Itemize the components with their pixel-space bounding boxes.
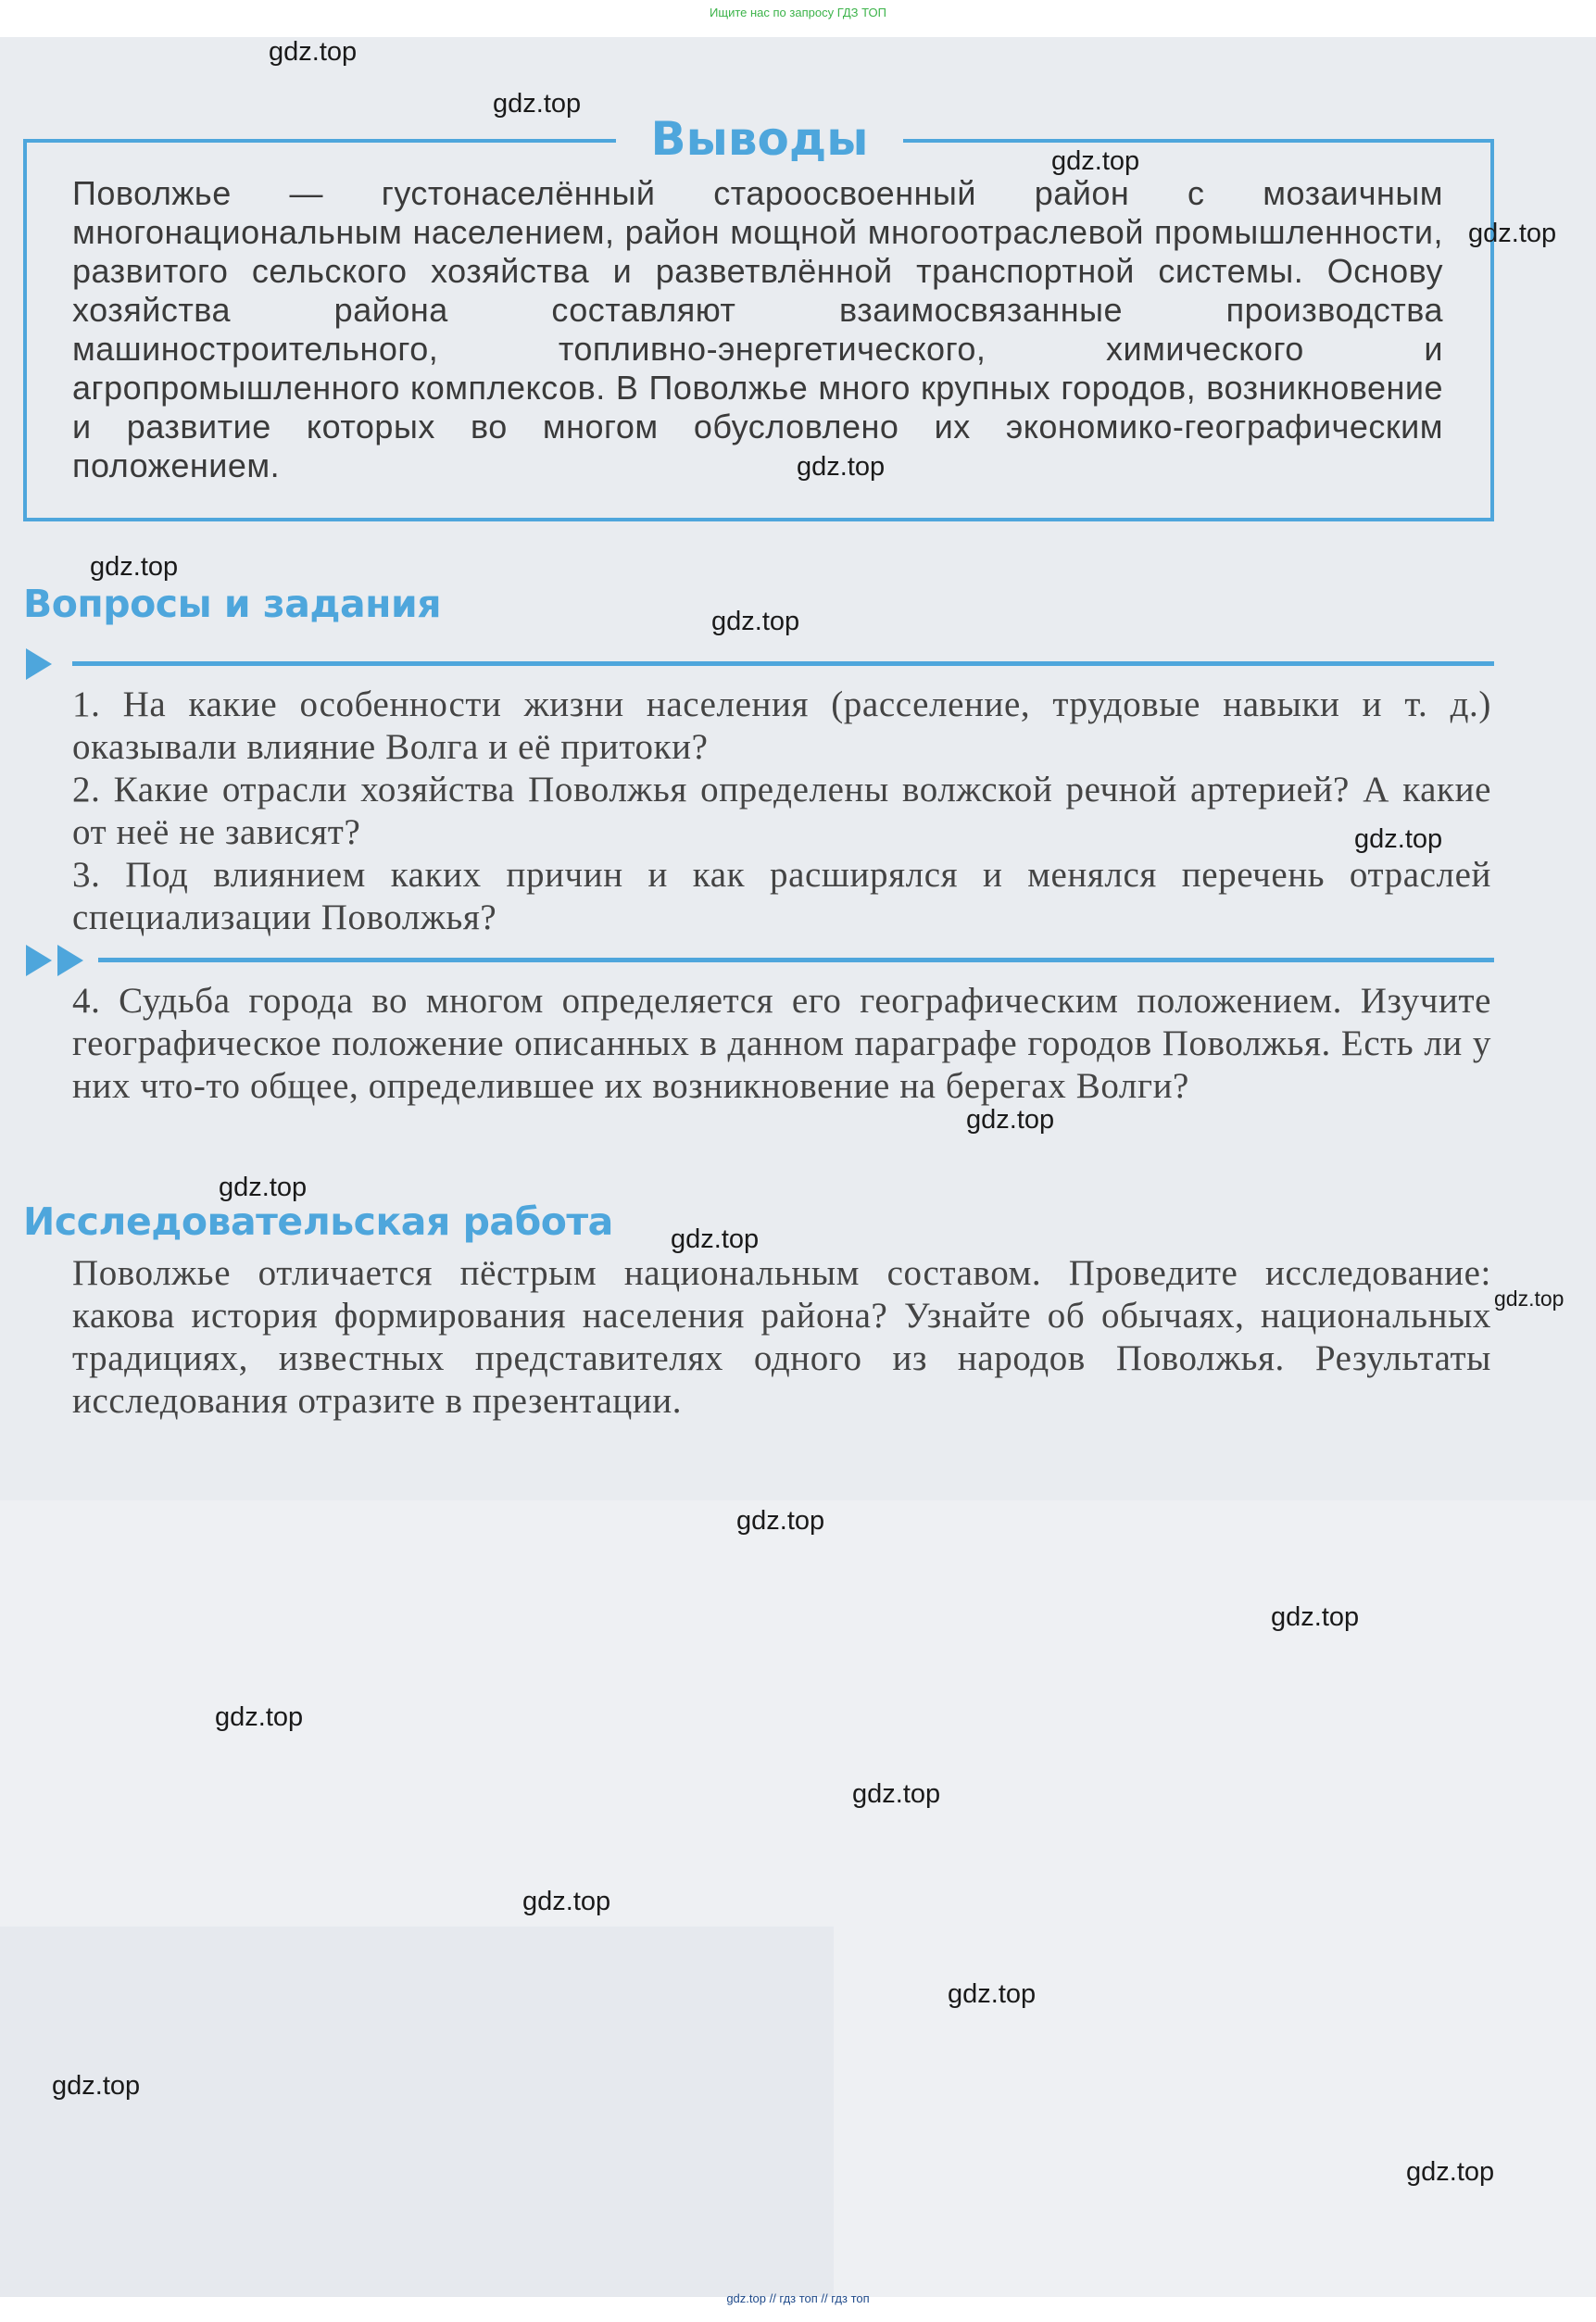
watermark: gdz.top bbox=[1271, 1602, 1360, 1632]
watermark: gdz.top bbox=[797, 452, 886, 482]
watermark: gdz.top bbox=[966, 1105, 1055, 1135]
research-text: Поволжье отличается пёстрым национальным составом. Проведите исследование: какова история формирования населения района? Узнайте об обычаях, национальных традициях, известных представителях одного из народов Поволжья. Результаты исследования отразите в презентации. bbox=[72, 1253, 1491, 1421]
watermark: gdz.top bbox=[1354, 824, 1443, 854]
level-one-arrow-icon bbox=[26, 648, 52, 680]
conclusions-title: Выводы bbox=[616, 109, 903, 169]
watermark: gdz.top bbox=[1494, 1287, 1565, 1311]
watermark: gdz.top bbox=[1051, 146, 1140, 176]
questions-title: Вопросы и задания bbox=[23, 582, 442, 626]
watermark: gdz.top bbox=[1406, 2157, 1495, 2187]
level-two-arrow-icon bbox=[57, 945, 83, 976]
research-title: Исследовательская работа bbox=[23, 1199, 613, 1244]
watermark: gdz.top bbox=[671, 1224, 760, 1254]
questions-rule bbox=[72, 661, 1494, 666]
watermark: gdz.top bbox=[493, 89, 582, 119]
question-item: 2. Какие отрасли хозяйства Поволжья определены волжской речной артерией? А какие от неё не зависят? bbox=[72, 770, 1491, 852]
watermark: gdz.top bbox=[215, 1702, 304, 1732]
watermark: gdz.top bbox=[736, 1506, 825, 1536]
question-item: 4. Судьба города во многом определяется его географическим положением. Изучите географическое положение описанных в данном параграфе городов Поволжья. Есть ли у них что-то общее, определившее их возникновение на берегах Волги? bbox=[72, 981, 1491, 1106]
watermark: gdz.top bbox=[522, 1887, 611, 1916]
watermark: gdz.top bbox=[948, 1979, 1037, 2009]
page-lower-left-area bbox=[0, 1927, 834, 2297]
watermark: gdz.top bbox=[52, 2071, 141, 2101]
watermark: gdz.top bbox=[219, 1173, 308, 1202]
level-two-arrow-icon bbox=[26, 945, 52, 976]
watermark: gdz.top bbox=[269, 37, 358, 67]
conclusions-text: Поволжье — густонаселённый староосвоенный район с мозаичным многонациональным населением, район мощной многоотраслевой промышленности, развитого сельского хозяйства и разветвлённой транспортной системы. Основу хозяйства района составляют взаимосвязанные производства машиностроительного, топливно-энергетического, химического и агропромышленного комплексов. В Поволжье много крупных городов, возникновение и развитие которых во многом обусловлено их экономико-географическим положением. bbox=[72, 174, 1443, 484]
bottom-note: gdz.top // гдз топ // гдз топ bbox=[726, 2291, 870, 2305]
question-item: 1. На какие особенности жизни населения (расселение, трудовые навыки и т. д.) оказывали влияние Волга и её притоки? bbox=[72, 684, 1491, 767]
watermark: gdz.top bbox=[852, 1779, 941, 1809]
watermark: gdz.top bbox=[711, 607, 800, 636]
watermark: gdz.top bbox=[1468, 219, 1557, 248]
watermark: gdz.top bbox=[90, 552, 179, 582]
question-item: 3. Под влиянием каких причин и как расширялся и менялся перечень отраслей специализации Поволжья? bbox=[72, 855, 1491, 937]
questions-rule-advanced bbox=[98, 958, 1494, 962]
top-note: Ищите нас по запросу ГДЗ ТОП bbox=[710, 6, 886, 19]
